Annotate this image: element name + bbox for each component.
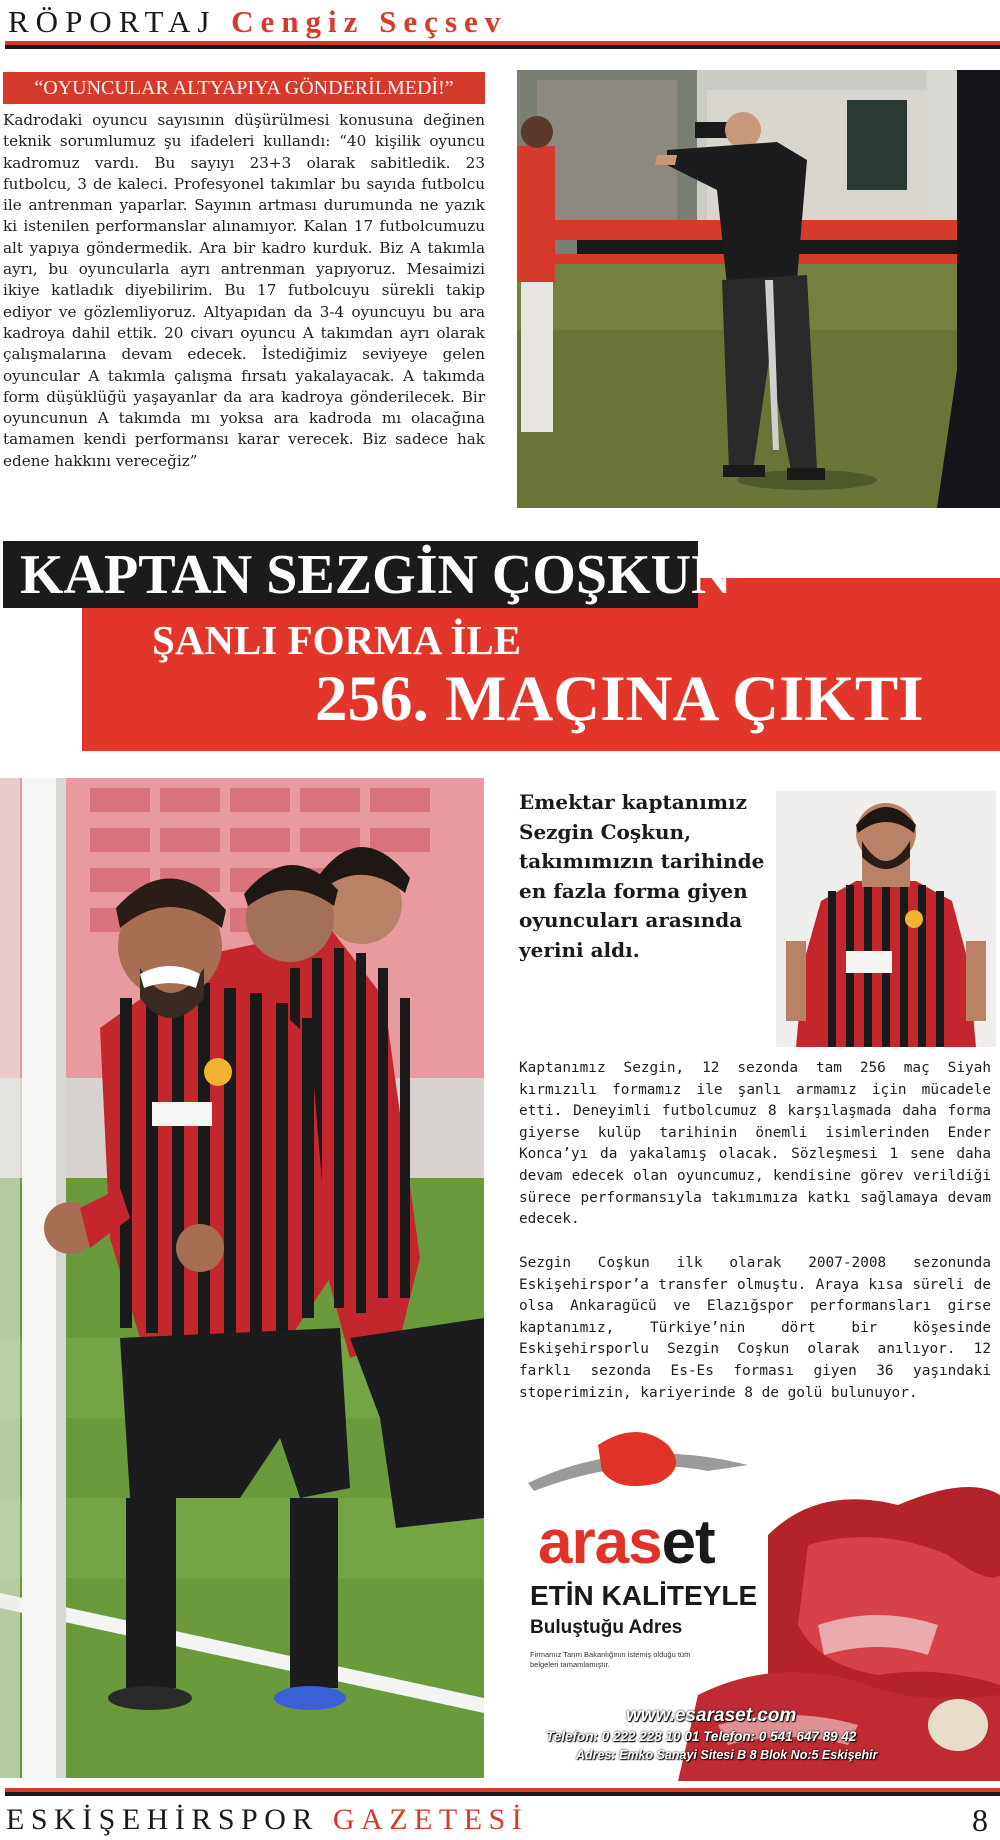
interviewee-name: Cengiz Seçsev (231, 4, 508, 39)
araset-advertisement (518, 1425, 1000, 1781)
section-header (8, 2, 507, 42)
article-paragraph-1: Kaptanımız Sezgin, 12 sezonda tam 256 maç Siyah kırmızılı formamız ile şanlı armamız için mücadele etti. Deneyimli futbolcumuz 8 karşılaşmada daha forma giyerse kulüp tarihinin önemli isimlerinden Ender Konca’yı da yakalamış olacak. Sözleşmesi 1 sene daha devam edecek olan oyuncumuz, kendisine görev verildiği sürece performansıyla takımımıza katkı sağlamaya devam edecek. (519, 1060, 991, 1228)
quote-title: “OYUNCULAR ALTYAPIYA GÖNDERİLMEDİ!” (3, 72, 485, 104)
celebration-photo (0, 778, 484, 1778)
page-number: 8 (972, 1802, 988, 1838)
ad-brand-aras: aras (538, 1508, 662, 1577)
coach-photo (517, 70, 1000, 508)
quote-body: Kadrodaki oyuncu sayısının düşürülmesi konusuna değinen teknik sorumlumuz şu ifadeleri kullandı: “40 kişilik oyuncu kadromuz vardı. Bu sayıyı 23+3 olarak sabitledik. 23 futbolcu, 3 de kaleci. Profesyonel takımlar bu sayıda futbolcu ile antrenman yaparlar. Sayının artması durumunda ne yazık ki istenilen performanslar alınamıyor. Kalan 17 futbolcumuzu alt yapıya göndermedik. Ara bir kadro kurduk. Biz A takımla ayrı, bu oyuncularla ayrı antrenman yapıyoruz. Mesaimizi ikiye katladık diyebilirim. Bu 17 futbolcuyu sürekli takip ediyor ve gözlemliyoruz. Altyapıdan da 3-4 oyuncuyu bu ara kadroya dahil ettik. 20 civarı oyuncu A takımdan ayrı olarak çalışmalarına devam edecek. İstediğimiz seviyeye gelen oyuncular A takımla çalışma fırsatı yakalayacak. A takımda form düşüklüğü yaşayanlar da ara kadroya gönderilecek. Bir oyuncunun A takımda mı yoksa ara kadroda mı olacağına tamamen kendi performansı karar verecek. Biz sadece hak edene hakkını vereceğiz” (3, 111, 485, 470)
celebration-photo-art (0, 778, 484, 1778)
headline-line-2: ŞANLI FORMA İLE (152, 617, 522, 663)
ad-certification-note: Firmamız Tarım Bakanlığının istemiş olduğu tüm belgeleri tamamlamıştır. (530, 1650, 691, 1669)
ad-brand-et: et (661, 1508, 715, 1577)
player-portrait-art (776, 791, 996, 1047)
ad-tagline-2: Buluştuğu Adres (530, 1617, 683, 1638)
ad-tagline-1: ETİN KALİTEYLE (530, 1580, 758, 1611)
header-rule-black (5, 45, 1000, 49)
bull-logo-icon (598, 1432, 676, 1486)
footer-masthead-right: GAZETESİ (332, 1803, 529, 1836)
footer-rule-black (5, 1792, 1000, 1796)
player-portrait-photo (776, 791, 996, 1047)
coach-photo-art (517, 70, 1000, 508)
footer-masthead (6, 1800, 528, 1840)
article-paragraph-2: Sezgin Coşkun ilk olarak 2007-2008 sezonunda Eskişehirspor’a transfer olmuştu. Araya kısa süreli de olsa Ankaragücü ve Elazığspor performansları girse kaptanımız, Türkiye’nin dört bir köşesinde Eskişehirsporlu Sezgin Coşkun olarak anılıyor. 12 farklı sezonda Es-Es forması giyen 36 yaşındaki stoperimizin, kariyerinde 8 de golü bulunuyor. (519, 1255, 991, 1401)
footer-masthead-left: ESKİŞEHİRSPOR (6, 1803, 319, 1836)
ad-website: www.esaraset.com (626, 1705, 797, 1726)
article-intro: Emektar kaptanımız Sezgin Coşkun, takımımızın tarihinde en fazla forma giyen oyuncuları arasında yerini aldı. (519, 790, 765, 962)
headline-line-1: KAPTAN SEZGİN ÇOŞKUN (20, 544, 732, 606)
ad-brand-logo (538, 1507, 715, 1578)
headline-line-3: 256. MAÇINA ÇIKTI (315, 663, 924, 735)
section-label: RÖPORTAJ (8, 4, 217, 39)
ad-phones: Telefon: 0 222 228 10 01 Telefon: 0 541 647 89 42 (546, 1729, 857, 1744)
ad-address: Adres: Emko Sanayi Sitesi B 8 Blok No:5 Eskişehir (576, 1748, 878, 1762)
